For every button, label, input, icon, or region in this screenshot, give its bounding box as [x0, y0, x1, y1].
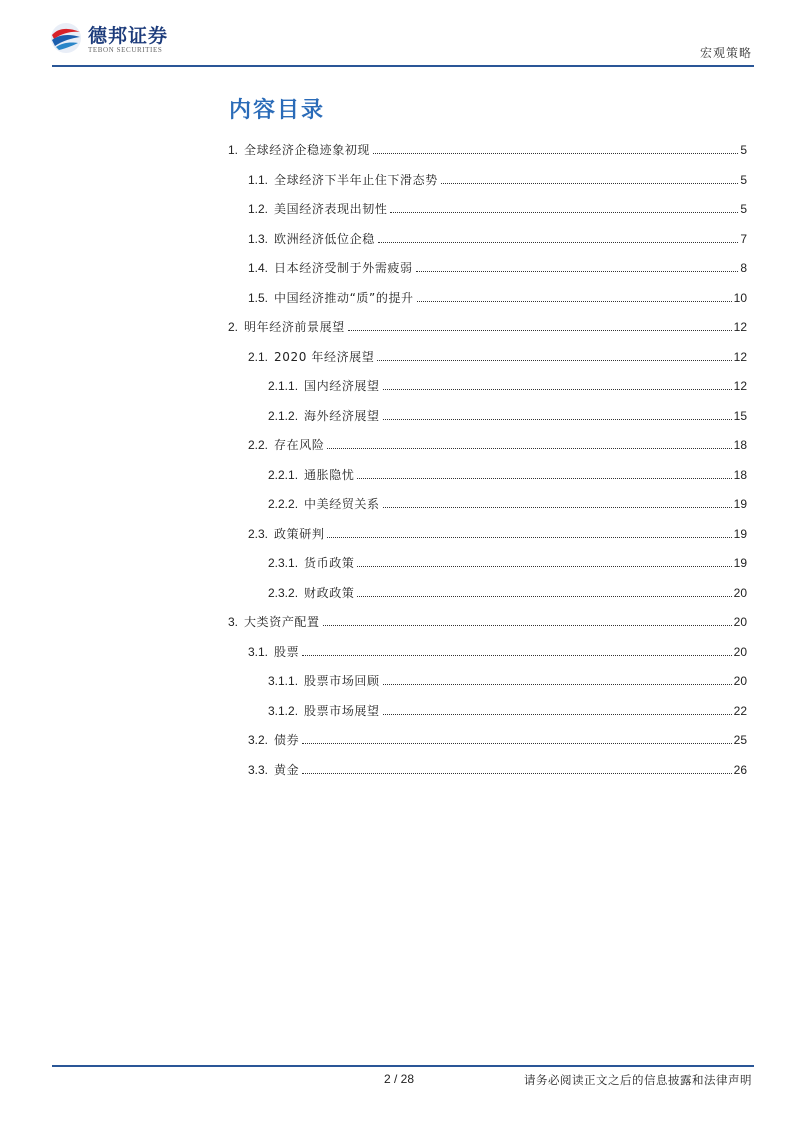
toc-entry-number: 2.2.2. [268, 497, 299, 511]
toc-entry-number: 2.1. [248, 349, 269, 364]
toc-entry-page: 18 [733, 467, 747, 482]
toc-entry-page: 8 [740, 261, 747, 275]
toc-entry-number: 3.1. [248, 644, 269, 659]
toc-entry-number: 2.3. [248, 526, 269, 541]
dot-leader [327, 448, 731, 449]
toc-entry-number: 1.5. [248, 290, 269, 305]
toc-entry[interactable] [228, 286, 747, 306]
toc-entry[interactable] [228, 404, 747, 424]
toc-entry-page: 20 [733, 674, 747, 688]
toc-entry-page: 20 [733, 615, 747, 629]
brand-name-cn: 德邦证券 [88, 25, 169, 47]
dot-leader [416, 271, 739, 272]
toc-entry-page: 19 [733, 497, 747, 511]
toc-title: 内容目录 [229, 98, 326, 123]
dot-leader [383, 507, 732, 508]
toc-entry-page: 7 [740, 231, 747, 246]
toc-entry-text: 债券 [274, 733, 300, 747]
dot-leader [323, 625, 732, 626]
toc-entry-label [248, 437, 324, 453]
toc-entry-label [268, 703, 380, 719]
toc-entry-label [268, 585, 354, 601]
toc-entry-label [248, 349, 374, 365]
toc-entry[interactable] [228, 433, 747, 453]
toc-entry[interactable] [228, 374, 747, 394]
toc-entry-number: 3.3. [248, 762, 269, 777]
header-divider [52, 65, 754, 67]
dot-leader [302, 773, 731, 774]
toc-entry-page: 22 [733, 703, 747, 718]
toc-entry-number: 2.3.2. [268, 585, 299, 600]
footer-divider [52, 1065, 754, 1067]
toc-entry[interactable] [228, 345, 747, 365]
toc-entry-page: 15 [733, 408, 747, 423]
dot-leader [302, 655, 731, 656]
brand-name-en: TEBON SECURITIES [88, 46, 163, 54]
toc-entry-label [268, 673, 380, 689]
toc-entry[interactable] [228, 492, 747, 512]
toc-entry[interactable] [228, 758, 747, 778]
toc-entry[interactable] [228, 197, 747, 217]
toc-entry-number: 1.2. [248, 202, 269, 216]
toc-entry-number: 1.1. [248, 172, 269, 187]
toc-entry-text: 通胀隐忧 [304, 467, 355, 482]
dot-leader [357, 596, 731, 597]
dot-leader [348, 330, 732, 331]
toc-entry-text: 财政政策 [304, 585, 355, 600]
toc-entry-page: 20 [733, 585, 747, 600]
toc-entry-label [248, 201, 387, 217]
toc-entry-text: 2020 年经济展望 [274, 349, 375, 364]
toc-entry-text: 海外经济展望 [304, 408, 380, 423]
toc-entry-label [268, 378, 380, 394]
dot-leader [377, 360, 731, 361]
toc-entry-number: 2. [228, 320, 239, 334]
toc-entry-label [248, 526, 324, 542]
toc-entry[interactable] [228, 551, 747, 571]
toc-entry-page: 25 [733, 733, 747, 747]
toc-entry-number: 1.4. [248, 261, 269, 275]
wave-globe-icon [50, 22, 82, 54]
toc-entry-number: 2.2. [248, 438, 269, 452]
dot-leader [357, 566, 731, 567]
toc-entry-page: 18 [733, 438, 747, 452]
toc-entry-label [248, 644, 299, 660]
toc-entry-label [268, 408, 380, 424]
toc-entry-page: 5 [740, 143, 747, 157]
toc-entry-text: 股票市场展望 [304, 703, 380, 718]
dot-leader [417, 301, 732, 302]
dot-leader [357, 478, 731, 479]
dot-leader [383, 684, 732, 685]
toc-entry-label [248, 172, 438, 188]
toc-entry-text: 全球经济下半年止住下滑态势 [274, 172, 438, 187]
toc-entry[interactable] [228, 640, 747, 660]
toc-entry-page: 12 [733, 379, 747, 393]
toc-entry-page: 5 [740, 202, 747, 216]
toc-entry-page: 19 [733, 556, 747, 570]
toc-entry-page: 19 [733, 526, 747, 541]
toc-entry-text: 全球经济企稳迹象初现 [244, 143, 371, 157]
toc-entry-text: 中国经济推动“质”的提升 [274, 290, 414, 305]
toc-entry[interactable] [228, 699, 747, 719]
toc-entry-number: 2.2.1. [268, 467, 299, 482]
toc-entry-label [268, 467, 354, 483]
toc-entry-label [228, 319, 345, 335]
toc-entry-number: 2.1.2. [268, 408, 299, 423]
toc-entry[interactable] [228, 256, 747, 276]
toc-entry-text: 股票市场回顾 [304, 674, 380, 688]
toc-entry-number: 1. [228, 143, 239, 157]
toc-entry-number: 2.1.1. [268, 379, 299, 393]
toc-entry[interactable] [228, 463, 747, 483]
dot-leader [383, 714, 732, 715]
report-section-label: 宏观策略 [699, 46, 752, 60]
toc-entry-label [248, 231, 375, 247]
dot-leader [327, 537, 731, 538]
toc-entry-text: 日本经济受制于外需疲弱 [274, 261, 413, 275]
toc-entry[interactable] [228, 315, 747, 335]
dot-leader [383, 419, 732, 420]
toc-entry[interactable] [228, 522, 747, 542]
dot-leader [383, 389, 732, 390]
toc-entry-text: 存在风险 [274, 438, 325, 452]
toc-entry-number: 1.3. [248, 231, 269, 246]
toc-entry-label [228, 142, 370, 158]
dot-leader [390, 212, 738, 213]
toc-entry-page: 10 [733, 290, 747, 305]
dot-leader [302, 743, 731, 744]
page-indicator: 2 / 28 [384, 1072, 415, 1086]
toc-entry-text: 股票 [274, 644, 300, 659]
toc-entry-text: 黄金 [274, 762, 300, 777]
toc-entry[interactable] [228, 669, 747, 689]
toc-entry[interactable] [228, 581, 747, 601]
toc-entry-label [228, 614, 320, 630]
toc-entry-text: 大类资产配置 [244, 615, 320, 629]
dot-leader [441, 183, 738, 184]
toc-entry-text: 国内经济展望 [304, 379, 380, 393]
toc-entry-label [268, 496, 380, 512]
toc-entry-number: 3.1.1. [268, 674, 299, 688]
page-header [0, 0, 800, 70]
toc-entry-number: 3. [228, 615, 239, 629]
toc-entry[interactable] [228, 610, 747, 630]
toc-entry-text: 货币政策 [304, 556, 355, 570]
toc-entry-number: 2.3.1. [268, 556, 299, 570]
toc-entry[interactable] [228, 168, 747, 188]
legal-disclaimer: 请务必阅读正文之后的信息披露和法律声明 [524, 1073, 752, 1087]
toc-entry[interactable] [228, 227, 747, 247]
toc-entry-number: 3.1.2. [268, 703, 299, 718]
toc-entry-page: 5 [740, 172, 747, 187]
toc-entry-page: 12 [733, 320, 747, 334]
dot-leader [373, 153, 738, 154]
toc-entry[interactable] [228, 728, 747, 748]
toc-entry-text: 美国经济表现出韧性 [274, 202, 388, 216]
toc-entry-label [248, 762, 299, 778]
toc-entry-text: 欧洲经济低位企稳 [274, 231, 375, 246]
toc-entry-label [248, 290, 414, 306]
toc-entry-text: 政策研判 [274, 526, 325, 541]
toc-entry-page: 12 [733, 349, 747, 364]
toc-entry-number: 3.2. [248, 733, 269, 747]
brand-logo [50, 20, 180, 60]
toc-entry-page: 26 [733, 762, 747, 777]
toc-entry-label [248, 732, 299, 748]
dot-leader [378, 242, 738, 243]
toc-entry-label [248, 260, 413, 276]
toc-entry-text: 中美经贸关系 [304, 497, 380, 511]
toc-entry-page: 20 [733, 644, 747, 659]
toc-entry-label [268, 555, 354, 571]
toc-entry-text: 明年经济前景展望 [244, 320, 345, 334]
toc-entry[interactable] [228, 138, 747, 158]
